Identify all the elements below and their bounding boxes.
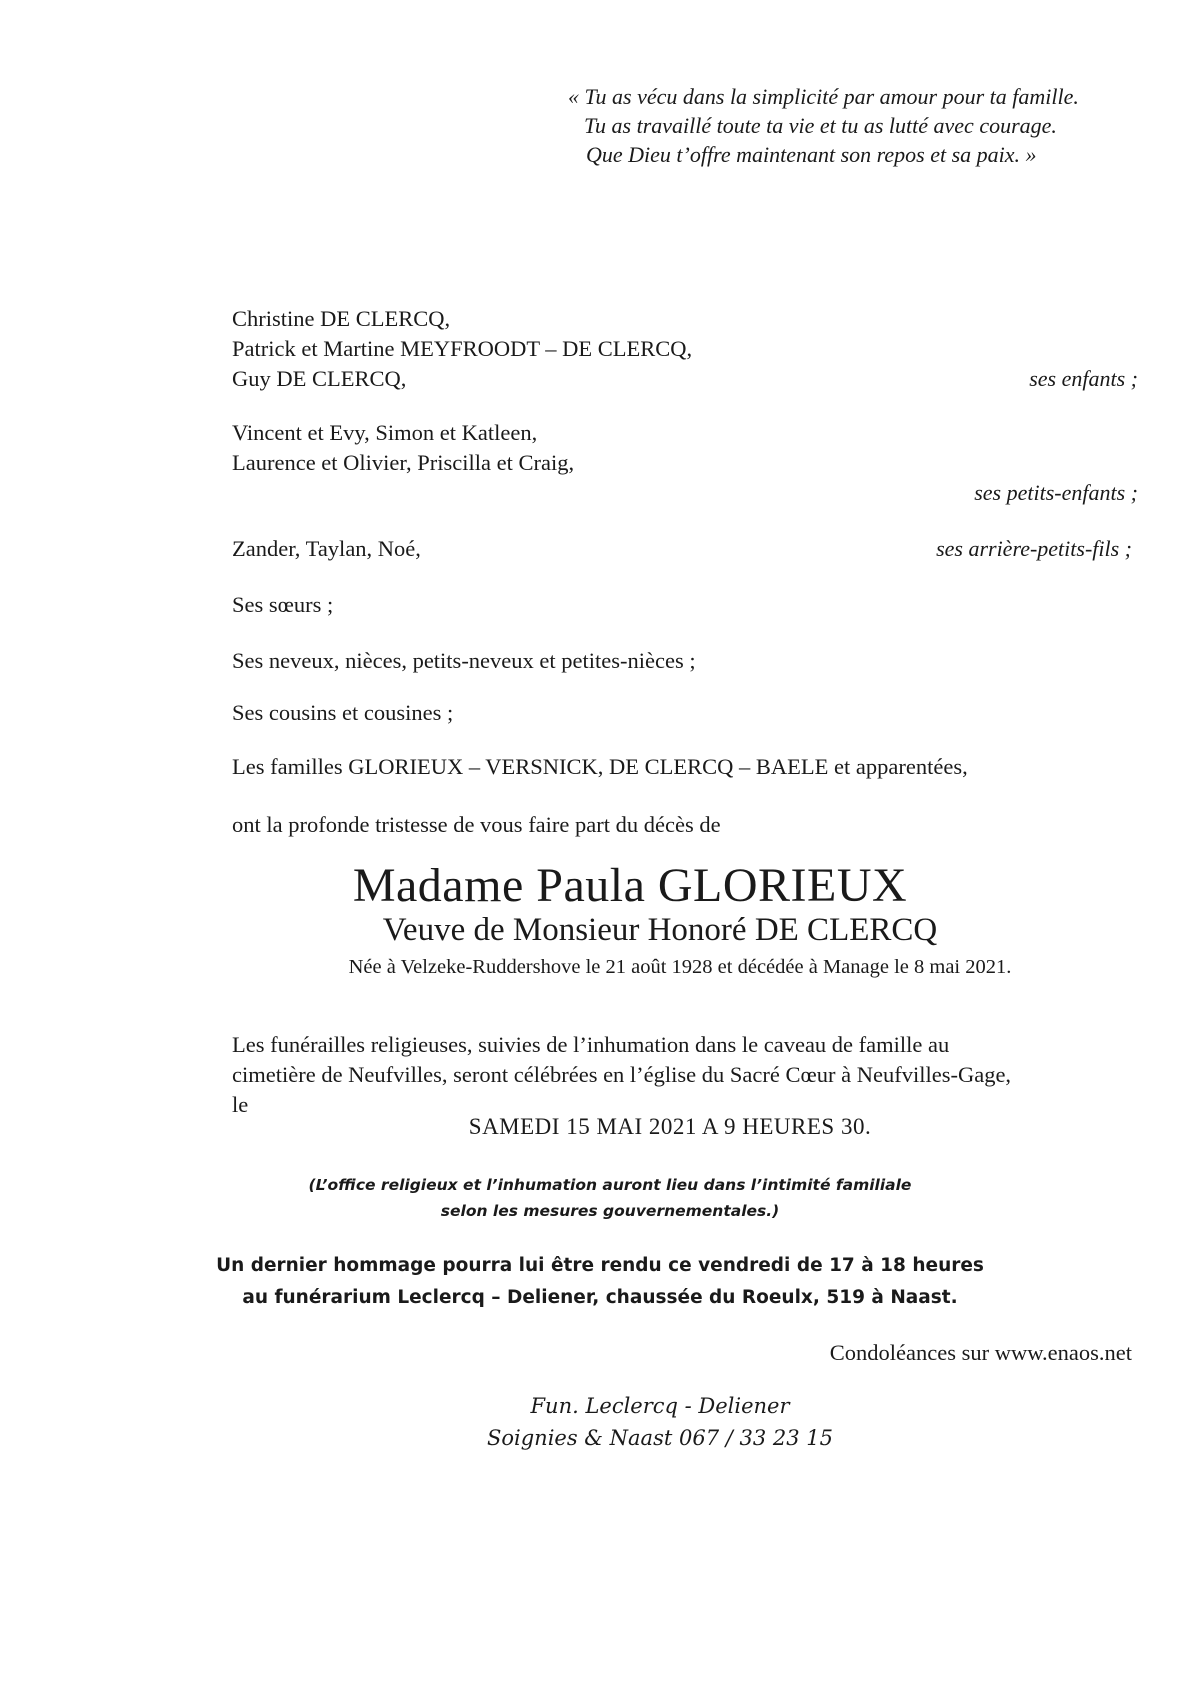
tribute-line: au funérarium Leclercq – Deliener, chaussée du Roeulx, 519 à Naast. (242, 1287, 958, 1308)
deceased-name: Madame Paula GLORIEUX (352, 859, 908, 912)
announcement-text: ont la profonde tristesse de vous faire part du décès de (232, 812, 721, 837)
deceased-widow-line: Veuve de Monsieur Honoré DE CLERCQ (382, 912, 938, 948)
quote-line: « Tu as vécu dans la simplicité par amour pour ta famille. (568, 84, 1079, 109)
funeral-text-line: le (232, 1092, 249, 1117)
intimacy-note-line: selon les mesures gouvernementales.) (440, 1202, 780, 1220)
relatives-line: Les familles GLORIEUX – VERSNICK, DE CLERCQ – BAELE et apparentées, (232, 754, 968, 779)
family-member-line: Zander, Taylan, Noé, (232, 536, 421, 561)
intimacy-note-line: (L’office religieux et l’inhumation auront lieu dans l’intimité familiale (308, 1176, 912, 1194)
relatives-line: Ses neveux, nièces, petits-neveux et petites-nièces ; (232, 648, 696, 673)
funeral-home-contact: Soignies & Naast 067 / 33 23 15 (486, 1426, 833, 1450)
family-member-line: Vincent et Evy, Simon et Katleen, (232, 420, 538, 445)
relatives-line: Ses sœurs ; (232, 592, 334, 617)
funeral-home-name: Fun. Leclercq - Deliener (530, 1394, 790, 1418)
family-role-label: ses enfants ; (1029, 366, 1138, 391)
family-member-line: Guy DE CLERCQ, (232, 366, 407, 391)
ceremony-date: SAMEDI 15 MAI 2021 A 9 HEURES 30. (468, 1114, 872, 1139)
tribute-line: Un dernier hommage pourra lui être rendu ce vendredi de 17 à 18 heures (216, 1255, 984, 1276)
family-role-label: ses petits-enfants ; (974, 480, 1138, 505)
family-member-line: Laurence et Olivier, Priscilla et Craig, (232, 450, 575, 475)
family-member-line: Christine DE CLERCQ, (232, 306, 451, 331)
funeral-text-line: cimetière de Neufvilles, seront célébrées en l’église du Sacré Cœur à Neufvilles-Gage, (232, 1062, 1012, 1087)
family-member-line: Patrick et Martine MEYFROODT – DE CLERCQ, (232, 336, 693, 361)
quote-line: Tu as travaillé toute ta vie et tu as lutté avec courage. (584, 113, 1057, 138)
quote-line: Que Dieu t’offre maintenant son repos et sa paix. » (586, 142, 1037, 167)
deceased-dates: Née à Velzeke-Ruddershove le 21 août 1928 et décédée à Manage le 8 mai 2021. (348, 956, 1012, 978)
relatives-line: Ses cousins et cousines ; (232, 700, 454, 725)
condolences-text: Condoléances sur www.enaos.net (829, 1340, 1132, 1365)
family-role-label: ses arrière-petits-fils ; (936, 536, 1132, 561)
funeral-text-line: Les funérailles religieuses, suivies de l’inhumation dans le caveau de famille au (232, 1032, 950, 1057)
